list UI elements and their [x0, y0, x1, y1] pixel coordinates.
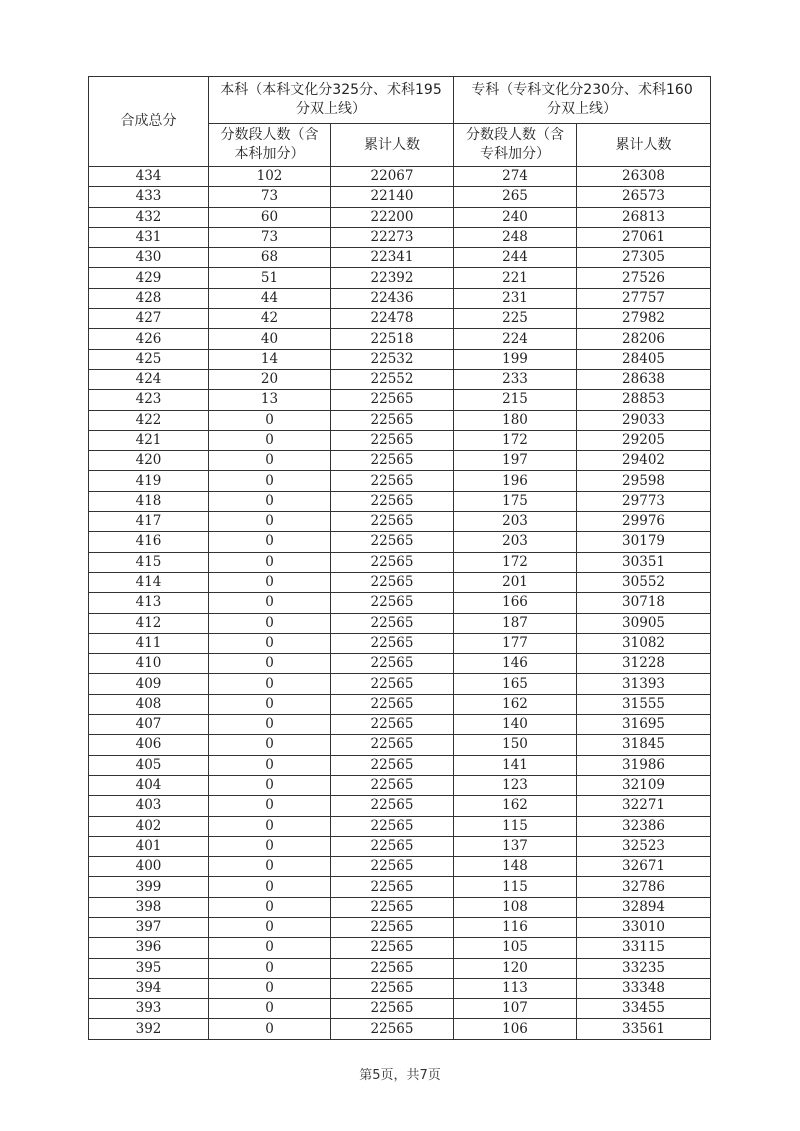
benke-count-cell: 0 — [209, 430, 331, 450]
zhuanke-count-cell: 175 — [454, 491, 577, 511]
zhuanke-cumulative-cell: 31082 — [577, 633, 711, 653]
zhuanke-count-header — [454, 124, 577, 167]
total-score-cell: 396 — [89, 938, 209, 958]
table-row — [89, 917, 711, 937]
zhuanke-count-cell: 172 — [454, 552, 577, 572]
zhuanke-count-cell: 225 — [454, 309, 577, 329]
table-row — [89, 938, 711, 958]
benke-count-cell: 73 — [209, 227, 331, 247]
benke-count-cell: 0 — [209, 857, 331, 877]
total-score-cell: 426 — [89, 329, 209, 349]
zhuanke-count-cell: 106 — [454, 1019, 577, 1039]
benke-cumulative-cell: 22478 — [331, 309, 454, 329]
zhuanke-count-cell: 187 — [454, 613, 577, 633]
benke-cumulative-cell: 22565 — [331, 735, 454, 755]
benke-group-header — [209, 77, 454, 124]
table-row — [89, 491, 711, 511]
zhuanke-count-cell: 177 — [454, 633, 577, 653]
benke-count-cell: 0 — [209, 410, 331, 430]
zhuanke-count-cell: 115 — [454, 816, 577, 836]
benke-count-cell: 0 — [209, 897, 331, 917]
total-score-cell: 434 — [89, 167, 209, 187]
benke-cumulative-cell: 22532 — [331, 349, 454, 369]
total-score-cell: 413 — [89, 593, 209, 613]
total-score-cell: 400 — [89, 857, 209, 877]
table-row — [89, 755, 711, 775]
total-score-cell: 420 — [89, 451, 209, 471]
benke-cumulative-cell: 22140 — [331, 187, 454, 207]
total-score-cell: 402 — [89, 816, 209, 836]
zhuanke-count-cell: 162 — [454, 694, 577, 714]
table-row — [89, 471, 711, 491]
benke-cumulative-cell: 22273 — [331, 227, 454, 247]
benke-cumulative-cell: 22067 — [331, 167, 454, 187]
table-row — [89, 654, 711, 674]
benke-cumulative-cell: 22436 — [331, 288, 454, 308]
benke-count-cell: 60 — [209, 207, 331, 227]
benke-cumulative-cell: 22565 — [331, 978, 454, 998]
total-score-cell: 427 — [89, 309, 209, 329]
benke-count-cell: 13 — [209, 390, 331, 410]
total-score-cell: 428 — [89, 288, 209, 308]
benke-count-cell: 68 — [209, 248, 331, 268]
benke-count-cell: 0 — [209, 1019, 331, 1039]
total-score-cell: 409 — [89, 674, 209, 694]
total-score-cell: 432 — [89, 207, 209, 227]
table-row — [89, 329, 711, 349]
benke-cumulative-cell: 22200 — [331, 207, 454, 227]
benke-count-cell: 73 — [209, 187, 331, 207]
benke-cumulative-cell: 22565 — [331, 958, 454, 978]
total-score-cell: 399 — [89, 877, 209, 897]
total-score-cell: 404 — [89, 775, 209, 795]
table-row — [89, 775, 711, 795]
zhuanke-cumulative-cell: 26573 — [577, 187, 711, 207]
zhuanke-header-line1: 专科（专科文化分230分、术科160 — [471, 82, 693, 98]
total-score-cell: 392 — [89, 1019, 209, 1039]
benke-count-cell: 0 — [209, 572, 331, 592]
zhuanke-count-cell: 116 — [454, 917, 577, 937]
zhuanke-count-cell: 244 — [454, 248, 577, 268]
zhuanke-count-cell: 199 — [454, 349, 577, 369]
zhuanke-cumulative-cell: 33455 — [577, 999, 711, 1019]
table-row — [89, 369, 711, 389]
table-row — [89, 978, 711, 998]
table-row — [89, 816, 711, 836]
table-row — [89, 248, 711, 268]
benke-cumulative-cell: 22565 — [331, 999, 454, 1019]
zhuanke-count-cell: 137 — [454, 836, 577, 856]
benke-count-header-line2: 本科加分） — [234, 146, 305, 162]
zhuanke-cumulative-cell: 32109 — [577, 775, 711, 795]
table-row — [89, 958, 711, 978]
total-score-cell: 405 — [89, 755, 209, 775]
benke-count-cell: 0 — [209, 877, 331, 897]
zhuanke-cumulative-cell: 26308 — [577, 167, 711, 187]
page-footer: 第5页，共7页 — [359, 1068, 441, 1083]
zhuanke-cumulative-header: 累计人数 — [577, 124, 711, 167]
table-row — [89, 796, 711, 816]
table-body — [89, 167, 711, 1040]
benke-count-header-line1: 分数段人数（含 — [220, 127, 319, 143]
benke-count-cell: 0 — [209, 958, 331, 978]
total-score-cell: 412 — [89, 613, 209, 633]
zhuanke-cumulative-cell: 27982 — [577, 309, 711, 329]
zhuanke-cumulative-cell: 29976 — [577, 512, 711, 532]
zhuanke-cumulative-cell: 29205 — [577, 430, 711, 450]
total-score-cell: 407 — [89, 715, 209, 735]
table-row — [89, 877, 711, 897]
benke-header-line2: 分双上线） — [296, 101, 366, 117]
benke-count-cell: 0 — [209, 775, 331, 795]
benke-cumulative-cell: 22565 — [331, 654, 454, 674]
benke-cumulative-cell: 22565 — [331, 674, 454, 694]
zhuanke-count-cell: 196 — [454, 471, 577, 491]
total-score-cell: 417 — [89, 512, 209, 532]
zhuanke-count-cell: 233 — [454, 369, 577, 389]
zhuanke-cumulative-cell: 28638 — [577, 369, 711, 389]
table-row — [89, 451, 711, 471]
zhuanke-count-header-line2: 专科加分） — [480, 146, 551, 162]
zhuanke-count-cell: 215 — [454, 390, 577, 410]
total-score-cell: 414 — [89, 572, 209, 592]
total-score-cell: 433 — [89, 187, 209, 207]
benke-count-cell: 40 — [209, 329, 331, 349]
benke-cumulative-cell: 22565 — [331, 938, 454, 958]
zhuanke-cumulative-cell: 27061 — [577, 227, 711, 247]
table-row — [89, 572, 711, 592]
zhuanke-cumulative-cell: 33561 — [577, 1019, 711, 1039]
table-row — [89, 593, 711, 613]
zhuanke-count-cell: 162 — [454, 796, 577, 816]
table-row — [89, 897, 711, 917]
zhuanke-cumulative-cell: 30351 — [577, 552, 711, 572]
benke-count-cell: 0 — [209, 999, 331, 1019]
benke-count-cell: 51 — [209, 268, 331, 288]
zhuanke-cumulative-cell: 30718 — [577, 593, 711, 613]
table-row — [89, 836, 711, 856]
benke-cumulative-cell: 22565 — [331, 572, 454, 592]
benke-cumulative-cell: 22565 — [331, 613, 454, 633]
zhuanke-count-header-line1: 分数段人数（含 — [466, 127, 565, 143]
total-score-cell: 393 — [89, 999, 209, 1019]
zhuanke-count-cell: 150 — [454, 735, 577, 755]
total-score-cell: 406 — [89, 735, 209, 755]
benke-count-cell: 0 — [209, 938, 331, 958]
benke-cumulative-cell: 22565 — [331, 430, 454, 450]
total-score-cell: 425 — [89, 349, 209, 369]
benke-cumulative-cell: 22565 — [331, 877, 454, 897]
benke-cumulative-cell: 22392 — [331, 268, 454, 288]
table-row — [89, 512, 711, 532]
zhuanke-count-cell: 231 — [454, 288, 577, 308]
zhuanke-count-cell: 203 — [454, 532, 577, 552]
table-row — [89, 532, 711, 552]
benke-count-cell: 20 — [209, 369, 331, 389]
benke-cumulative-cell: 22565 — [331, 390, 454, 410]
zhuanke-count-cell: 180 — [454, 410, 577, 430]
benke-count-cell: 0 — [209, 715, 331, 735]
zhuanke-cumulative-cell: 28206 — [577, 329, 711, 349]
total-score-cell: 408 — [89, 694, 209, 714]
zhuanke-cumulative-cell: 29402 — [577, 451, 711, 471]
benke-cumulative-cell: 22565 — [331, 836, 454, 856]
table-row — [89, 268, 711, 288]
zhuanke-count-cell: 105 — [454, 938, 577, 958]
zhuanke-cumulative-cell: 28405 — [577, 349, 711, 369]
zhuanke-cumulative-cell: 31555 — [577, 694, 711, 714]
zhuanke-count-cell: 146 — [454, 654, 577, 674]
zhuanke-group-header — [454, 77, 711, 124]
total-score-cell: 410 — [89, 654, 209, 674]
table-row — [89, 288, 711, 308]
benke-count-cell: 0 — [209, 633, 331, 653]
zhuanke-cumulative-cell: 26813 — [577, 207, 711, 227]
zhuanke-cumulative-cell: 32786 — [577, 877, 711, 897]
benke-count-cell: 0 — [209, 532, 331, 552]
zhuanke-cumulative-cell: 32523 — [577, 836, 711, 856]
zhuanke-count-cell: 197 — [454, 451, 577, 471]
total-score-cell: 423 — [89, 390, 209, 410]
benke-count-cell: 0 — [209, 978, 331, 998]
benke-cumulative-cell: 22565 — [331, 917, 454, 937]
total-score-cell: 416 — [89, 532, 209, 552]
total-score-cell: 394 — [89, 978, 209, 998]
zhuanke-cumulative-cell: 33010 — [577, 917, 711, 937]
benke-count-cell: 0 — [209, 755, 331, 775]
zhuanke-count-cell: 108 — [454, 897, 577, 917]
benke-cumulative-cell: 22565 — [331, 796, 454, 816]
table-row — [89, 349, 711, 369]
benke-count-cell: 102 — [209, 167, 331, 187]
benke-count-cell: 0 — [209, 674, 331, 694]
zhuanke-count-cell: 221 — [454, 268, 577, 288]
table-row — [89, 1019, 711, 1039]
benke-cumulative-cell: 22518 — [331, 329, 454, 349]
table-row — [89, 694, 711, 714]
benke-cumulative-cell: 22565 — [331, 715, 454, 735]
benke-count-cell: 0 — [209, 593, 331, 613]
zhuanke-cumulative-cell: 30552 — [577, 572, 711, 592]
zhuanke-count-cell: 240 — [454, 207, 577, 227]
zhuanke-cumulative-cell: 33348 — [577, 978, 711, 998]
table-row — [89, 430, 711, 450]
benke-count-cell: 0 — [209, 735, 331, 755]
zhuanke-count-cell: 203 — [454, 512, 577, 532]
zhuanke-count-cell: 148 — [454, 857, 577, 877]
benke-cumulative-cell: 22565 — [331, 897, 454, 917]
benke-count-cell: 0 — [209, 836, 331, 856]
zhuanke-cumulative-cell: 30905 — [577, 613, 711, 633]
zhuanke-cumulative-cell: 32271 — [577, 796, 711, 816]
table-row — [89, 207, 711, 227]
table-row — [89, 999, 711, 1019]
zhuanke-cumulative-cell: 29033 — [577, 410, 711, 430]
zhuanke-cumulative-cell: 32386 — [577, 816, 711, 836]
zhuanke-count-cell: 113 — [454, 978, 577, 998]
table-row — [89, 715, 711, 735]
zhuanke-count-cell: 172 — [454, 430, 577, 450]
total-score-cell: 422 — [89, 410, 209, 430]
zhuanke-count-cell: 107 — [454, 999, 577, 1019]
table-row — [89, 309, 711, 329]
benke-count-cell: 0 — [209, 654, 331, 674]
benke-count-cell: 0 — [209, 816, 331, 836]
total-score-cell: 403 — [89, 796, 209, 816]
benke-count-cell: 44 — [209, 288, 331, 308]
total-score-header: 合成总分 — [89, 77, 209, 167]
benke-count-cell: 0 — [209, 451, 331, 471]
zhuanke-count-cell: 224 — [454, 329, 577, 349]
benke-cumulative-cell: 22341 — [331, 248, 454, 268]
benke-count-cell: 0 — [209, 512, 331, 532]
benke-cumulative-cell: 22565 — [331, 593, 454, 613]
zhuanke-cumulative-cell: 33235 — [577, 958, 711, 978]
benke-cumulative-header: 累计人数 — [331, 124, 454, 167]
table-row — [89, 857, 711, 877]
total-score-cell: 424 — [89, 369, 209, 389]
benke-count-cell: 0 — [209, 917, 331, 937]
benke-cumulative-cell: 22565 — [331, 552, 454, 572]
zhuanke-count-cell: 201 — [454, 572, 577, 592]
zhuanke-count-cell: 274 — [454, 167, 577, 187]
zhuanke-cumulative-cell: 31845 — [577, 735, 711, 755]
table-row — [89, 390, 711, 410]
benke-cumulative-cell: 22565 — [331, 451, 454, 471]
zhuanke-count-cell: 248 — [454, 227, 577, 247]
table-header — [89, 77, 711, 167]
benke-count-header — [209, 124, 331, 167]
zhuanke-count-cell: 140 — [454, 715, 577, 735]
benke-cumulative-cell: 22565 — [331, 775, 454, 795]
zhuanke-cumulative-cell: 27526 — [577, 268, 711, 288]
benke-count-cell: 0 — [209, 613, 331, 633]
total-score-cell: 429 — [89, 268, 209, 288]
zhuanke-count-cell: 165 — [454, 674, 577, 694]
zhuanke-cumulative-cell: 31228 — [577, 654, 711, 674]
total-score-cell: 401 — [89, 836, 209, 856]
zhuanke-cumulative-cell: 28853 — [577, 390, 711, 410]
benke-cumulative-cell: 22565 — [331, 512, 454, 532]
score-distribution-table — [88, 76, 711, 1040]
table-row — [89, 613, 711, 633]
benke-cumulative-cell: 22565 — [331, 410, 454, 430]
benke-count-cell: 0 — [209, 491, 331, 511]
zhuanke-count-cell: 141 — [454, 755, 577, 775]
benke-count-cell: 42 — [209, 309, 331, 329]
zhuanke-cumulative-cell: 30179 — [577, 532, 711, 552]
total-score-cell: 415 — [89, 552, 209, 572]
benke-cumulative-cell: 22552 — [331, 369, 454, 389]
zhuanke-cumulative-cell: 32671 — [577, 857, 711, 877]
total-score-cell: 398 — [89, 897, 209, 917]
benke-cumulative-cell: 22565 — [331, 633, 454, 653]
zhuanke-cumulative-cell: 31393 — [577, 674, 711, 694]
table-row — [89, 633, 711, 653]
zhuanke-cumulative-cell: 29773 — [577, 491, 711, 511]
table-row — [89, 735, 711, 755]
total-score-cell: 395 — [89, 958, 209, 978]
total-score-cell: 418 — [89, 491, 209, 511]
total-score-cell: 419 — [89, 471, 209, 491]
benke-cumulative-cell: 22565 — [331, 471, 454, 491]
zhuanke-cumulative-cell: 33115 — [577, 938, 711, 958]
zhuanke-count-cell: 166 — [454, 593, 577, 613]
table-row — [89, 552, 711, 572]
zhuanke-cumulative-cell: 31986 — [577, 755, 711, 775]
table-row — [89, 227, 711, 247]
zhuanke-cumulative-cell: 27305 — [577, 248, 711, 268]
benke-cumulative-cell: 22565 — [331, 755, 454, 775]
benke-cumulative-cell: 22565 — [331, 1019, 454, 1039]
benke-count-cell: 0 — [209, 471, 331, 491]
table-row — [89, 167, 711, 187]
zhuanke-cumulative-cell: 29598 — [577, 471, 711, 491]
benke-count-cell: 0 — [209, 552, 331, 572]
total-score-cell: 397 — [89, 917, 209, 937]
benke-cumulative-cell: 22565 — [331, 491, 454, 511]
benke-count-cell: 14 — [209, 349, 331, 369]
zhuanke-cumulative-cell: 32894 — [577, 897, 711, 917]
benke-header-line1: 本科（本科文化分325分、术科195 — [220, 82, 442, 98]
total-score-cell: 411 — [89, 633, 209, 653]
zhuanke-count-cell: 123 — [454, 775, 577, 795]
benke-cumulative-cell: 22565 — [331, 694, 454, 714]
benke-cumulative-cell: 22565 — [331, 816, 454, 836]
table-row — [89, 187, 711, 207]
benke-cumulative-cell: 22565 — [331, 857, 454, 877]
benke-count-cell: 0 — [209, 796, 331, 816]
total-score-cell: 431 — [89, 227, 209, 247]
table-row — [89, 674, 711, 694]
total-score-cell: 430 — [89, 248, 209, 268]
benke-count-cell: 0 — [209, 694, 331, 714]
zhuanke-header-line2: 分双上线） — [547, 101, 618, 117]
total-score-cell: 421 — [89, 430, 209, 450]
table-row — [89, 410, 711, 430]
zhuanke-cumulative-cell: 27757 — [577, 288, 711, 308]
zhuanke-count-cell: 115 — [454, 877, 577, 897]
zhuanke-count-cell: 120 — [454, 958, 577, 978]
benke-cumulative-cell: 22565 — [331, 532, 454, 552]
zhuanke-cumulative-cell: 31695 — [577, 715, 711, 735]
zhuanke-count-cell: 265 — [454, 187, 577, 207]
